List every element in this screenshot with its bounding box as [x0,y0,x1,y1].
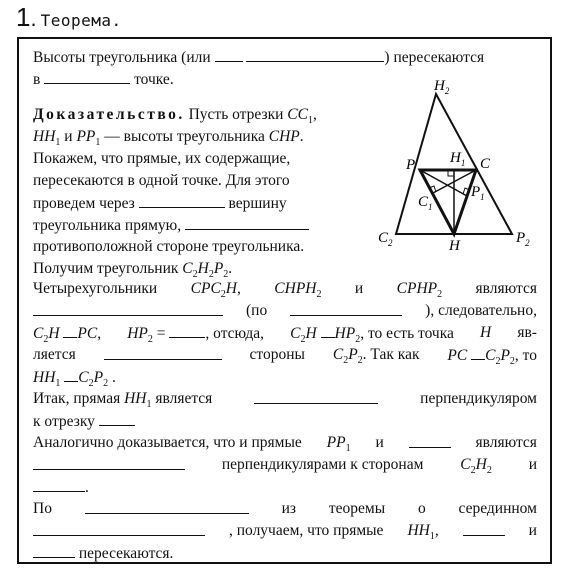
proof-line-9: Четырехугольники $CPC_2H$, $CHPH_2$ и $CPHP_2$ являются [33,280,537,301]
blank-1[interactable] [215,47,243,62]
blank-16[interactable] [409,433,451,448]
proof-line-2: $HH_1$ и $PP_1$ — высоты треугольника CHP. [33,128,304,149]
blank-13[interactable] [64,367,78,382]
proof-line-1: Доказательство. Пусть отрезки $CC_1$, [33,106,317,127]
exercise-header: 1. Теорема. [16,2,122,32]
label-p: P [406,157,416,173]
label-c1: $C_1$ [418,194,433,212]
label-h2: $H_2$ [434,78,450,96]
statement-line-1: Высоты треугольника (или ) пересекаются [33,49,485,66]
exercise-title: Теорема. [40,11,122,30]
proof-line-16: Аналогично доказывается, что и прямые $PP_1$ и являются [33,434,537,455]
proof-line-11: $C_2H$ PC, $HP_2$ = , отсюда, $C_2H$ $HP_2$, то есть точка H яв- [33,324,537,346]
blank-2[interactable] [246,47,384,62]
proof-line-15: к отрезку [33,411,135,432]
proof-line-18: . [33,477,89,498]
blank-15[interactable] [99,411,135,426]
blank-4[interactable] [139,193,225,208]
proof-line-6: треугольника прямую, [33,215,309,236]
proof-line-7: противоположной стороне треугольника. [33,238,305,255]
label-h: H [449,238,460,254]
blank-3[interactable] [44,69,130,84]
triangle-figure [378,38,538,258]
proof-line-12: ляется стороны $C_2P_2$. Так как PC $C_2P_2$, то [33,346,537,368]
blank-19[interactable] [85,499,249,514]
statement-line-2: в точке. [33,71,174,88]
blank-6[interactable] [33,301,223,316]
blank-9[interactable] [169,323,205,338]
blank-18[interactable] [33,477,85,492]
proof-line-5: проведем через вершину [33,195,287,212]
label-p1: $P_1$ [471,184,485,202]
proof-line-20: , получаем, что прямые $HH_1$, и [33,521,537,547]
proof-line-13: $HH_1$ $C_2P_2$ . [33,369,116,390]
proof-line-10: (по ), следовательно, [33,301,537,321]
blank-10[interactable] [321,323,335,338]
label-h1: $H_1$ [450,150,466,168]
proof-line-21: пересекаются. [33,543,173,564]
blank-11[interactable] [104,345,222,360]
label-c: C [480,156,491,172]
proof-heading: Доказательство. [33,106,185,123]
exercise-number: 1 [16,2,31,32]
proof-line-8: Получим треугольник $C_2H_2P_2$. [33,260,233,281]
blank-17[interactable] [33,455,185,470]
label-c2: $C_2$ [378,230,393,248]
label-p2: $P_2$ [516,230,530,248]
blank-12[interactable] [471,345,485,360]
blank-22[interactable] [33,543,75,558]
blank-8[interactable] [63,323,77,338]
blank-21[interactable] [463,521,505,536]
proof-line-3: Покажем, что прямые, их содержащие, [33,150,291,167]
proof-line-4: пересекаются в одной точке. Для этого [33,172,290,189]
proof-line-19: По из теоремы о серединном [33,500,537,517]
blank-7[interactable] [290,301,402,316]
blank-20[interactable] [33,521,205,536]
proof-line-17: перпендикулярами к сторонам $C_2H_2$ и [33,455,537,481]
blank-5[interactable] [185,215,309,230]
blank-14[interactable] [254,389,378,404]
proof-line-14: Итак, прямая $HH_1$ является перпендикуляром [33,390,537,411]
